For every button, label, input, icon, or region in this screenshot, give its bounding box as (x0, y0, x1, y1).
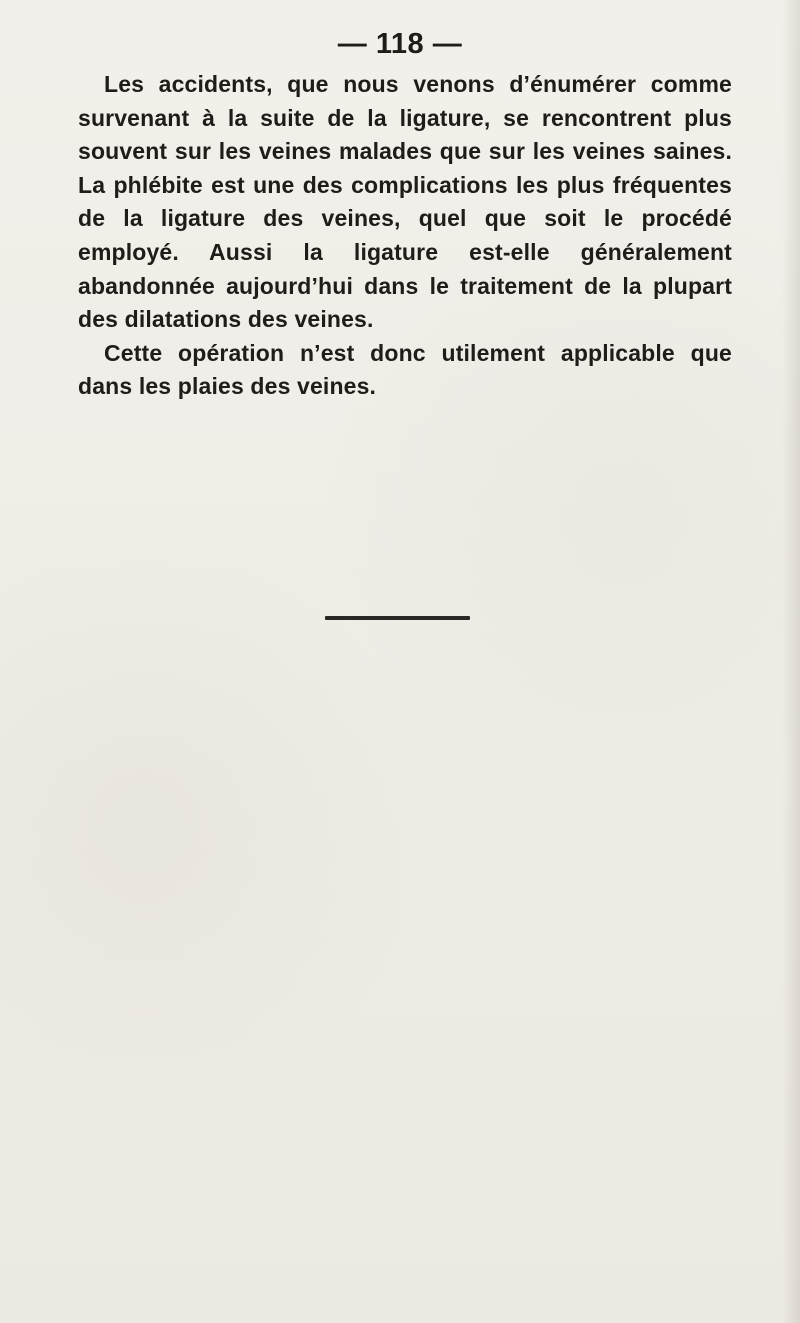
page-number: — 118 — (337, 28, 463, 60)
body-text (78, 68, 732, 404)
page-edge-shadow (782, 0, 800, 1323)
paragraph-2: Cette opération n’est donc utilement applicable que dans les plaies des veines. (78, 339, 732, 400)
paragraph-1: Les accidents, que nous venons d’énumérer comme survenant à la suite de la ligature, se rencontrent plus souvent sur les veines malades que sur les veines saines. La phlébite est une des complications les plus fréquentes de la ligature des veines, quel que soit le procédé employé. Aussi la ligature est-elle généralement abandonnée aujourd’hui dans le traitement de la plupart des dilatations des veines. (78, 71, 732, 333)
section-divider (325, 616, 470, 620)
